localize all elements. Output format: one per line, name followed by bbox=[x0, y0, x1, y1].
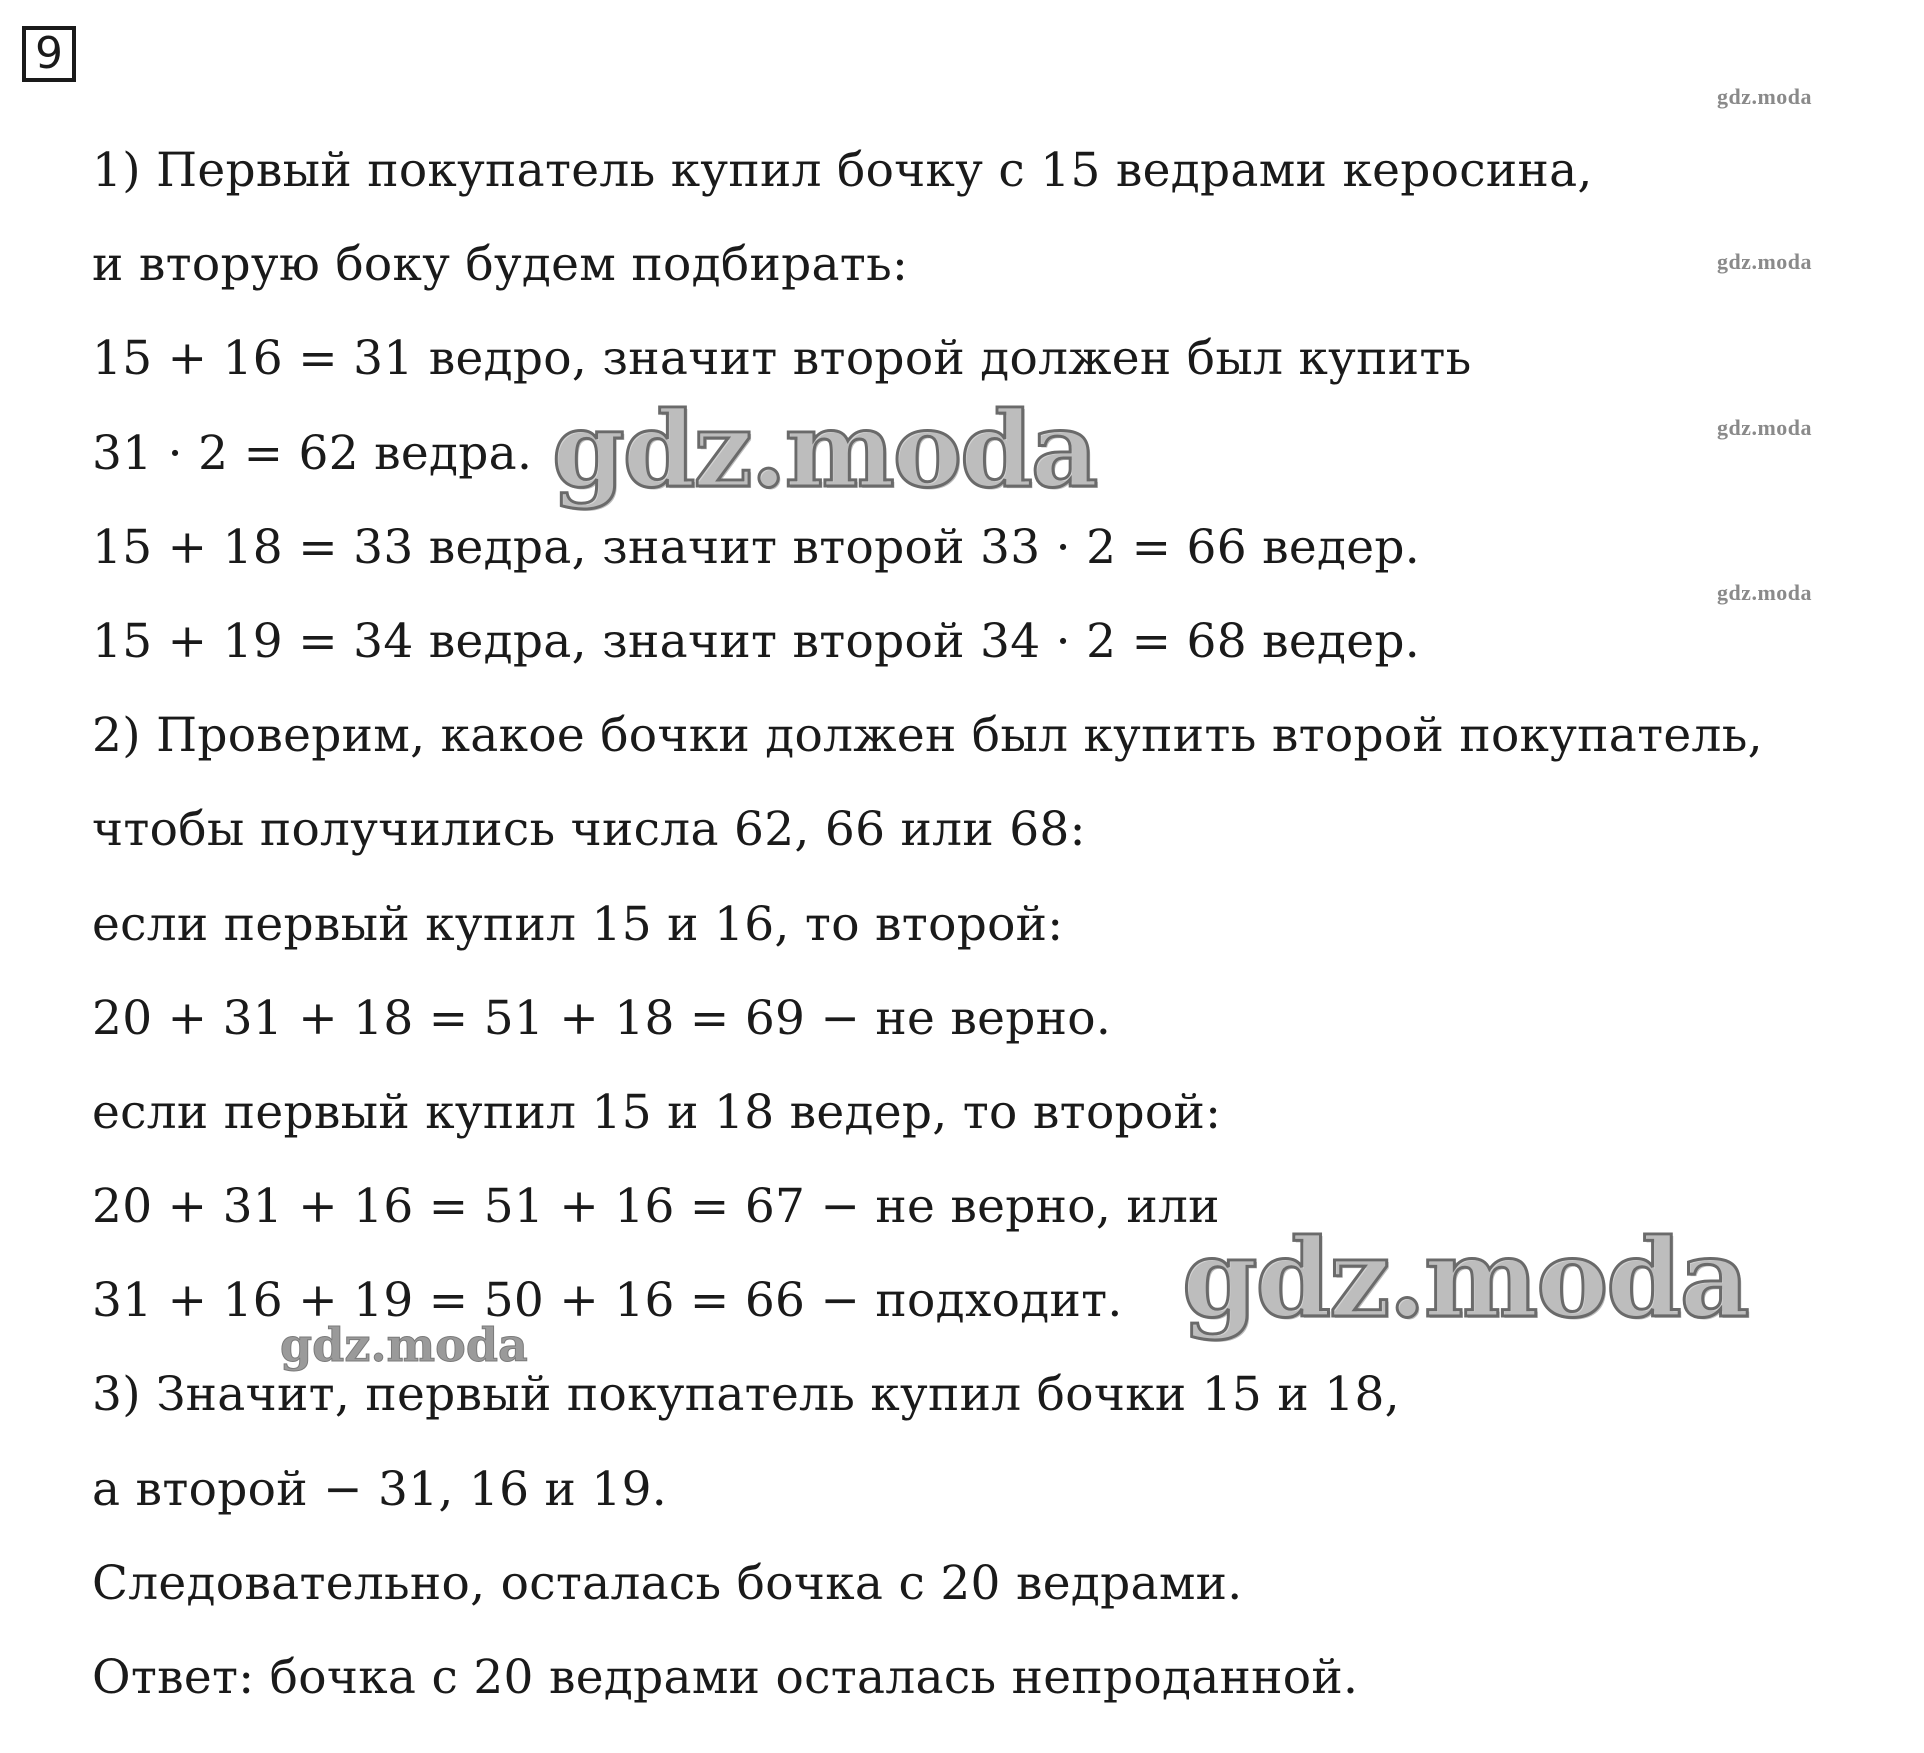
solution-line: Ответ: бочка с 20 ведрами осталась непроданной. bbox=[92, 1650, 1359, 1705]
solution-line: 15 + 18 = 33 ведра, значит второй 33 · 2 = 66 ведер. bbox=[92, 519, 1420, 575]
solution-line: и вторую боку будем подбирать: bbox=[92, 237, 909, 293]
watermark-large: gdz.moda bbox=[1182, 1216, 1748, 1342]
watermark-large: gdz.moda bbox=[552, 388, 1097, 511]
solution-line: Следовательно, осталась бочка с 20 ведрами. bbox=[92, 1555, 1243, 1611]
solution-line: 15 + 16 = 31 ведро, значит второй должен был купить bbox=[92, 331, 1472, 387]
solution-line: 3) Значит, первый покупатель купил бочки 15 и 18, bbox=[92, 1367, 1400, 1423]
solution-line: 31 + 16 + 19 = 50 + 16 = 66 − подходит. bbox=[92, 1273, 1123, 1329]
solution-line: 1) Первый покупатель купил бочку с 15 ведрами керосина, bbox=[92, 143, 1593, 198]
solution-line: а второй − 31, 16 и 19. bbox=[92, 1461, 668, 1517]
solution-line: если первый купил 15 и 16, то второй: bbox=[92, 896, 1064, 952]
solution-line: 15 + 19 = 34 ведра, значит второй 34 · 2 = 68 ведер. bbox=[92, 613, 1420, 669]
solution-line: 2) Проверим, какое бочки должен был купить второй покупатель, bbox=[92, 708, 1763, 764]
watermark-medium: gdz.moda bbox=[280, 1318, 528, 1372]
task-number-box: 9 bbox=[22, 26, 76, 82]
solution-line: 31 · 2 = 62 ведра. bbox=[92, 425, 533, 481]
watermark-small: gdz.moda bbox=[1716, 249, 1812, 274]
watermark-small: gdz.moda bbox=[1716, 84, 1812, 109]
watermark-small: gdz.moda bbox=[1716, 580, 1812, 605]
solution-line: 20 + 31 + 16 = 51 + 16 = 67 − не верно, или bbox=[92, 1179, 1220, 1235]
solution-line: 20 + 31 + 18 = 51 + 18 = 69 − не верно. bbox=[92, 990, 1112, 1046]
solution-line: если первый купил 15 и 18 ведер, то второй: bbox=[92, 1084, 1222, 1140]
solution-text bbox=[92, 124, 1912, 1725]
solution-line: чтобы получились числа 62, 66 или 68: bbox=[92, 802, 1086, 858]
watermark-small: gdz.moda bbox=[1716, 415, 1812, 440]
